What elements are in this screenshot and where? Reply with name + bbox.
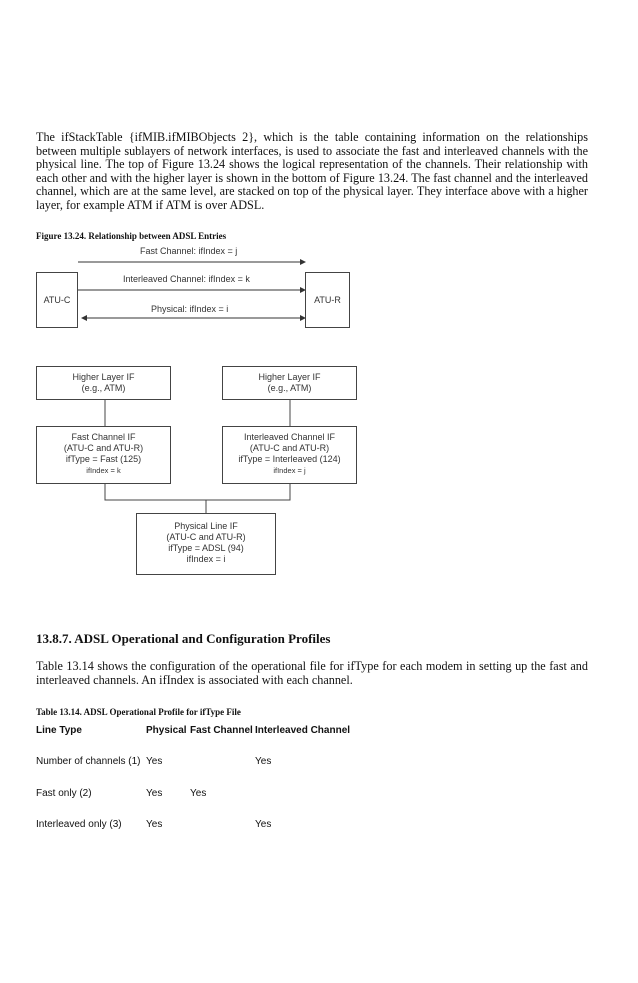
physical-line-if-box <box>136 513 276 575</box>
fast-channel-if-box <box>36 426 171 484</box>
table-cell-line-type: Number of channels (1) <box>36 756 141 767</box>
interleaved-box-line-3: ifType = Interleaved (124) <box>238 454 341 464</box>
physical-box-line-4: ifIndex = i <box>186 554 226 564</box>
figure-caption: Figure 13.24. Relationship between ADSL Entries <box>36 231 227 241</box>
higher-right-line-2: (e.g., ATM) <box>267 383 312 393</box>
table-header-interleaved-channel: Interleaved Channel <box>255 725 351 736</box>
fast-box-line-4: ifIndex = k <box>86 466 121 475</box>
interleaved-channel-if-box <box>222 426 357 484</box>
physical-box-line-1: Physical Line IF <box>174 521 238 531</box>
table-header-fast-channel: Fast Channel <box>190 725 253 736</box>
higher-left-line-2: (e.g., ATM) <box>81 383 126 393</box>
table-cell-line-type: Fast only (2) <box>36 788 92 799</box>
interleaved-box-line-4: ifIndex = j <box>273 466 306 475</box>
physical-box-line-3: ifType = ADSL (94) <box>168 543 244 553</box>
table-cell-interleaved-channel: Yes <box>255 756 272 767</box>
table-cell-physical: Yes <box>146 788 163 799</box>
fast-to-physical-connector <box>105 484 206 513</box>
physical-label: Physical: ifIndex = i <box>151 304 229 314</box>
table-header-line-type: Line Type <box>36 725 82 736</box>
table-cell-fast-channel: Yes <box>190 788 207 799</box>
interleaved-channel-label: Interleaved Channel: ifIndex = k <box>123 274 250 284</box>
fast-channel-label: Fast Channel: ifIndex = j <box>140 246 238 256</box>
interleaved-box-line-2: (ATU-C and ATU-R) <box>249 443 330 453</box>
higher-right-line-1: Higher Layer IF <box>258 372 321 382</box>
table-cell-line-type: Interleaved only (3) <box>36 819 122 830</box>
atu-r-box: ATU-R <box>305 272 350 328</box>
higher-layer-left-box <box>36 366 171 400</box>
table-header-physical: Physical <box>146 725 187 736</box>
section-heading: 13.8.7. ADSL Operational and Configuration Profiles <box>36 631 331 646</box>
table-cell-interleaved-channel: Yes <box>255 819 272 830</box>
higher-left-line-1: Higher Layer IF <box>72 372 135 382</box>
section-paragraph: Table 13.14 shows the configuration of the operational file for ifType for each modem in setting up the fast and interleaved channels. An ifIndex is associated with each channel. <box>36 659 588 687</box>
table-cell-physical: Yes <box>146 756 163 767</box>
table-caption: Table 13.14. ADSL Operational Profile for ifType File <box>36 707 241 717</box>
fast-box-line-1: Fast Channel IF <box>71 432 136 442</box>
table-cell-physical: Yes <box>146 819 163 830</box>
intro-paragraph: The ifStackTable {ifMIB.ifMIBObjects 2}, which is the table containing information on the relationships between multiple sublayers of network interfaces, is used to associate the fast and interleaved channels with the physical line. The top of Figure 13.24 shows the logical representation of the channels. Their relationship with each other and with the higher layer is shown in the bottom of Figure 13.24. The fast channel and the interleaved channel, which are at the same level, are stacked on top of the physical layer. They interface above with a higher layer, for example ATM if ATM is over ADSL. <box>36 130 588 212</box>
atu-c-box: ATU-C <box>36 272 78 328</box>
interleaved-to-physical-connector <box>206 484 290 500</box>
physical-box-line-2: (ATU-C and ATU-R) <box>166 532 246 542</box>
fast-box-line-3: ifType = Fast (125) <box>65 454 142 464</box>
higher-layer-right-box <box>222 366 357 400</box>
interleaved-box-line-1: Interleaved Channel IF <box>243 432 336 442</box>
fast-box-line-2: (ATU-C and ATU-R) <box>63 443 144 453</box>
